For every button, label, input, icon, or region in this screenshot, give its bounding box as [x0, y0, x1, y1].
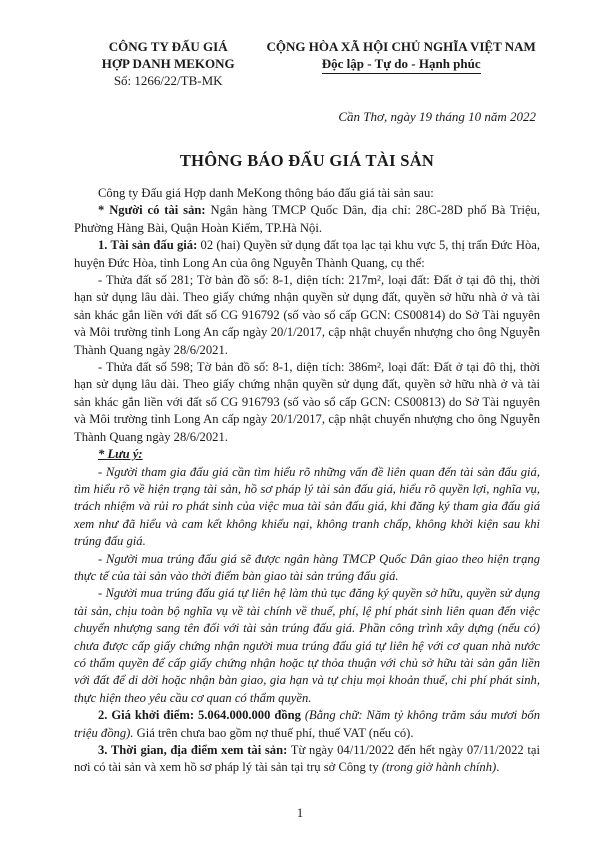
- auction-asset-paragraph: [74, 237, 540, 272]
- viewing-schedule-end: .: [496, 760, 500, 775]
- auction-asset-text: 02 (hai) Quyền sử dụng đất tọa lạc tại khu vực 5, thị trấn Đức Hòa, huyện Đức Hòa, tỉnh Long An của ông Nguyễn Thành Quang, cụ thể:: [74, 238, 540, 270]
- note-paragraph-3: - Người mua trúng đấu giá tự liên hệ làm thủ tục đăng ký quyền sở hữu, quyền sử dụng tài sản, chịu toàn bộ nghĩa vụ về tài chính về thuế, phí, lệ phí phát sinh liên quan đến việc chuyển nhượng sang tên đối với tài sản trúng đấu giá. Phần công trình xây dựng (nếu có) chưa được cấp giấy chứng nhận người mua trúng đấu giá tự liên hệ với cơ quan nhà nước có thẩm quyền để cấp giấy chứng nhận hoặc tự thỏa thuận với chủ sở hữu tài sản gắn liền với đất để di dời hoặc nhận bàn giao, gia hạn và tự chịu mọi khoản thuế, chi phí phát sinh, thực hiện theo yêu cầu cơ quan có thẩm quyền.: [74, 586, 540, 705]
- parcel-281-paragraph: - Thửa đất số 281; Tờ bản đồ số: 8-1, diện tích: 217m², loại đất: Đất ở tại đô thị, thời hạn sử dụng lâu dài. Theo giấy chứng nhận quyền sử dụng đất, quyền sở hữu nhà ở và tài sản khác gắn liền với đất số CG 916792 (số vào sổ cấp GCN: CS00814) do Sở Tài nguyên và Môi trường tỉnh Long An cấp ngày 20/1/2017, cập nhật chuyển nhượng cho ông Nguyễn Thành Quang ngày 28/6/2021.: [74, 273, 540, 357]
- notes-heading: [74, 446, 540, 463]
- document-title: THÔNG BÁO ĐẤU GIÁ TÀI SẢN: [179, 151, 435, 170]
- viewing-schedule-text: Từ ngày 04/11/2022 đến hết ngày 07/11/2022 tại nơi có tài sản và xem hồ sơ pháp lý tài sản tại trụ sở Công ty: [74, 743, 541, 775]
- national-heading: [262, 38, 540, 89]
- asset-owner-text: Ngân hàng TMCP Quốc Dân, địa chỉ: 28C-28D phố Bà Triệu, Phường Hàng Bài, Quận Hoàn Kiếm, TP.Hà Nội.: [74, 203, 540, 235]
- national-motto: Độc lập - Tự do - Hạnh phúc: [322, 55, 481, 74]
- page-number: 1: [296, 806, 304, 820]
- viewing-schedule-paragraph: [74, 742, 540, 777]
- parcel-598-paragraph: - Thửa đất số 598; Tờ bản đồ số: 8-1, diện tích: 386m², loại đất: Đất ở tại đô thị, thời hạn sử dụng lâu dài. Theo giấy chứng nhận quyền sử dụng đất, quyền sở hữu nhà ở và tài sản khác gắn liền với đất số CG 916793 (số vào sổ cấp GCN: CS00813) do Sở Tài nguyên và Môi trường tỉnh Long An cấp ngày 20/1/2017, cập nhật chuyển nhượng cho ông Nguyễn Thành Quang ngày 28/6/2021.: [74, 360, 540, 444]
- note-paragraph-2: - Người mua trúng đấu giá sẽ được ngân hàng TMCP Quốc Dân giao theo hiện trạng thực tế của tài sản vào thời điểm bàn giao tài sản trúng đấu giá.: [74, 551, 540, 583]
- document-number: Số: 1266/22/TB-MK: [113, 73, 223, 88]
- asset-owner-label: * Người có tài sản:: [98, 203, 206, 218]
- starting-price-note: Giá trên chưa bao gồm nợ thuế phí, thuế VAT (nếu có).: [133, 725, 414, 740]
- starting-price-in-words: (Bằng chữ: Năm tỷ không trăm sáu mươi bốn triệu đồng).: [74, 708, 540, 740]
- document-body: [74, 185, 540, 777]
- office-hours-text: (trong giờ hành chính): [381, 760, 497, 775]
- org-name-line1: CÔNG TY ĐẤU GIÁ: [108, 39, 228, 54]
- issuer-block: [74, 38, 262, 89]
- note-paragraph-1: - Người tham gia đấu giá cần tìm hiểu rõ những vấn đề liên quan đến tài sản đấu giá, tìm hiểu rõ về hiện trạng tài sản, hồ sơ pháp lý tài sản đấu giá, hiểu rõ quyền lợi, nghĩa vụ, trách nhiệm và rủi ro phát sinh của việc mua tài sản đấu giá, khi đăng ký tham gia đấu giá xem như đã hiểu và cam kết không khiếu nại, không tranh chấp, không khởi kiện sau khi trúng đấu giá.: [74, 464, 540, 549]
- document-header: [74, 38, 540, 89]
- starting-price-label: 2. Giá khởi điểm: 5.064.000.000 đồng: [98, 708, 301, 723]
- auction-asset-label: 1. Tài sản đấu giá:: [98, 238, 198, 253]
- asset-owner-paragraph: [74, 202, 540, 237]
- document-date: Cần Thơ, ngày 19 tháng 10 năm 2022: [338, 109, 536, 124]
- intro-paragraph: Công ty Đấu giá Hợp danh MeKong thông báo đấu giá tài sản sau:: [98, 186, 434, 200]
- nation-name: CỘNG HÒA XÃ HỘI CHỦ NGHĨA VIỆT NAM: [266, 39, 536, 54]
- starting-price-paragraph: [74, 707, 540, 742]
- viewing-schedule-label: 3. Thời gian, địa điểm xem tài sản:: [98, 743, 288, 757]
- notes-label: * Lưu ý:: [98, 447, 143, 462]
- org-name-line2: HỢP DANH MEKONG: [101, 56, 235, 71]
